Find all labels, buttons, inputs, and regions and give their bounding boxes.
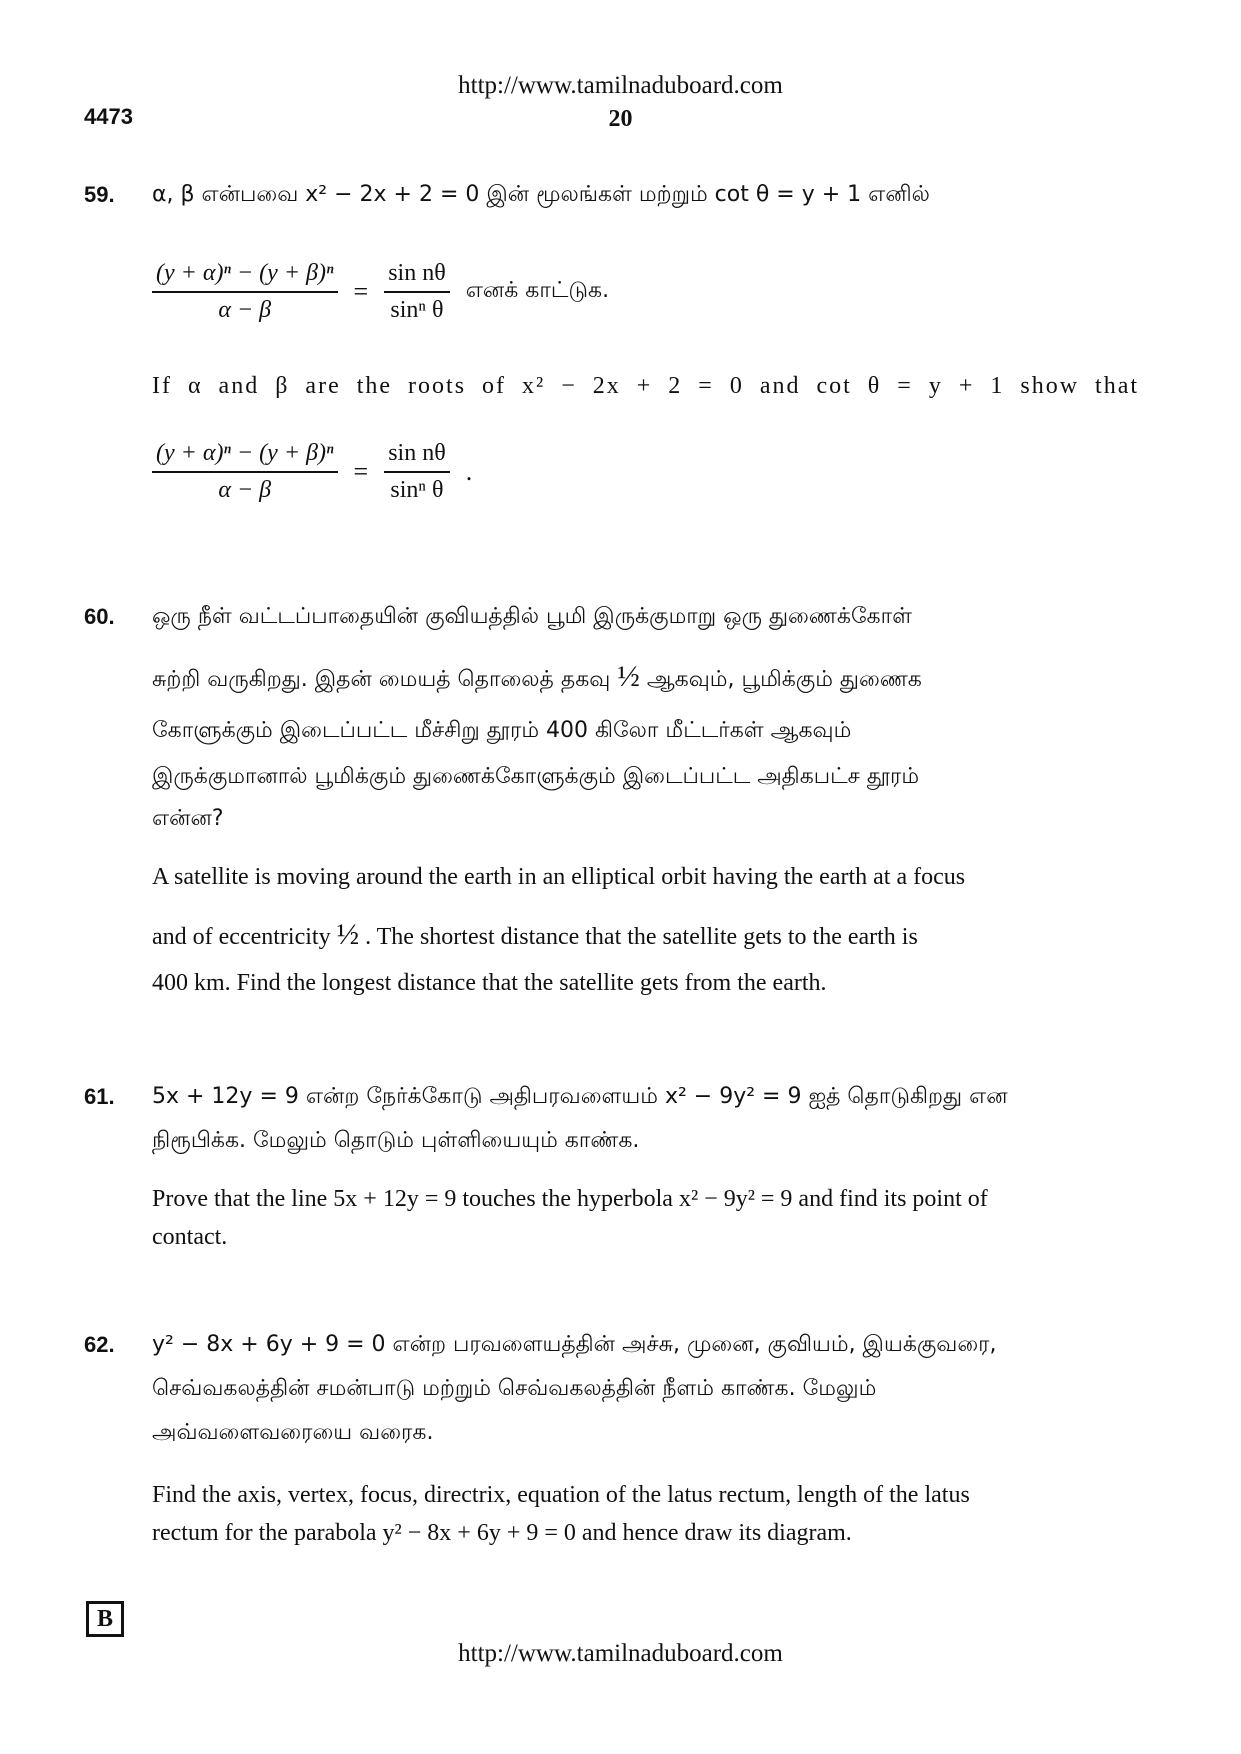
question-59-identity-english: [152, 440, 472, 504]
question-60-english-line-3: 400 km. Find the longest distance that the satellite gets from the earth.: [152, 970, 827, 996]
question-59-english: If α and β are the roots of x² − 2x + 2 = 0 and cot θ = y + 1 show that: [152, 373, 1140, 399]
equals-sign: =: [353, 457, 369, 486]
question-61-tamil-line-1: 5x + 12y = 9 என்ற நேர்க்கோடு அதிபரவளையம் x² − 9y² = 9 ஐத் தொடுகிறது என: [152, 1084, 1008, 1109]
question-61-tamil-line-2: நிரூபிக்க. மேலும் தொடும் புள்ளியையும் காண்க.: [152, 1128, 640, 1153]
question-62-tamil-line-3: அவ்வளைவரையை வரைக.: [152, 1420, 434, 1445]
question-59-tamil: α, β என்பவை x² − 2x + 2 = 0 இன் மூலங்கள் மற்றும் cot θ = y + 1 எனில்: [152, 182, 930, 207]
question-60-tamil-line-1: ஒரு நீள் வட்டப்பாதையின் குவியத்தில் பூமி இருக்குமாறு ஒரு துணைக்கோள்: [152, 604, 912, 629]
header-url: http://www.tamilnaduboard.com: [458, 72, 783, 99]
question-61-number: 61.: [84, 1084, 115, 1109]
lhs-numerator: (y + α)ⁿ − (y + β)ⁿ: [152, 260, 338, 293]
tamil-line-2-part-a: சுற்றி வருகிறது. இதன் மையத் தொலைத் தகவு: [152, 667, 611, 692]
rhs-numerator: sin nθ: [384, 260, 450, 293]
rhs-denominator: sinⁿ θ: [390, 297, 444, 323]
rhs-denominator: sinⁿ θ: [390, 477, 444, 503]
english-line-2-part-a: and of eccentricity: [152, 924, 331, 950]
identity-lhs-fraction: [152, 260, 338, 324]
question-62-english-line-2: rectum for the parabola y² − 8x + 6y + 9 = 0 and hence draw its diagram.: [152, 1520, 852, 1546]
fraction-half: ½: [336, 918, 360, 951]
question-61-english-line-1: Prove that the line 5x + 12y = 9 touches the hyperbola x² − 9y² = 9 and find its point of: [152, 1186, 988, 1212]
page-number: 20: [608, 106, 633, 132]
question-60-number: 60.: [84, 604, 115, 629]
footer-url: http://www.tamilnaduboard.com: [458, 1640, 783, 1667]
question-62-english-line-1: Find the axis, vertex, focus, directrix, equation of the latus rectum, length of the latus: [152, 1482, 970, 1508]
question-62-tamil-line-1: y² − 8x + 6y + 9 = 0 என்ற பரவளையத்தின் அச்சு, முனை, குவியம், இயக்குவரை,: [152, 1332, 997, 1357]
lhs-numerator: (y + α)ⁿ − (y + β)ⁿ: [152, 440, 338, 473]
booklet-version-box: B: [86, 1601, 124, 1637]
identity-rhs-fraction: [384, 260, 450, 324]
question-61-english-line-2: contact.: [152, 1224, 228, 1250]
lhs-denominator: α − β: [218, 297, 272, 323]
identity-lhs-fraction: [152, 440, 338, 504]
question-60-english-line-2: [152, 918, 918, 952]
question-59-number: 59.: [84, 182, 115, 207]
question-60-tamil-line-4: இருக்குமானால் பூமிக்கும் துணைக்கோளுக்கும் இடைப்பட்ட அதிகபட்ச தூரம்: [152, 764, 920, 789]
tamil-show-that: எனக் காட்டுக.: [465, 278, 610, 303]
rhs-numerator: sin nθ: [384, 440, 450, 473]
question-60-english-line-1: A satellite is moving around the earth in an elliptical orbit having the earth at a focus: [152, 864, 966, 890]
question-60-tamil-line-3: கோளுக்கும் இடைப்பட்ட மீச்சிறு தூரம் 400 கிலோ மீட்டர்கள் ஆகவும்: [152, 718, 852, 743]
page-code: 4473: [84, 104, 133, 129]
equals-sign: =: [353, 277, 369, 306]
question-62-number: 62.: [84, 1332, 115, 1357]
identity-rhs-fraction: [384, 440, 450, 504]
lhs-denominator: α − β: [218, 477, 272, 503]
fraction-half: ½: [617, 660, 640, 693]
english-line-2-part-b: . The shortest distance that the satellite gets to the earth is: [365, 924, 918, 950]
question-60-tamil-line-5: என்ன?: [152, 806, 224, 831]
question-59-identity-tamil: [152, 260, 609, 324]
question-62-tamil-line-2: செவ்வகலத்தின் சமன்பாடு மற்றும் செவ்வகலத்தின் நீளம் காண்க. மேலும்: [152, 1376, 877, 1401]
question-60-tamil-line-2: [152, 660, 922, 695]
tamil-line-2-part-b: ஆகவும், பூமிக்கும் துணைக: [646, 667, 922, 692]
period: .: [465, 457, 473, 486]
